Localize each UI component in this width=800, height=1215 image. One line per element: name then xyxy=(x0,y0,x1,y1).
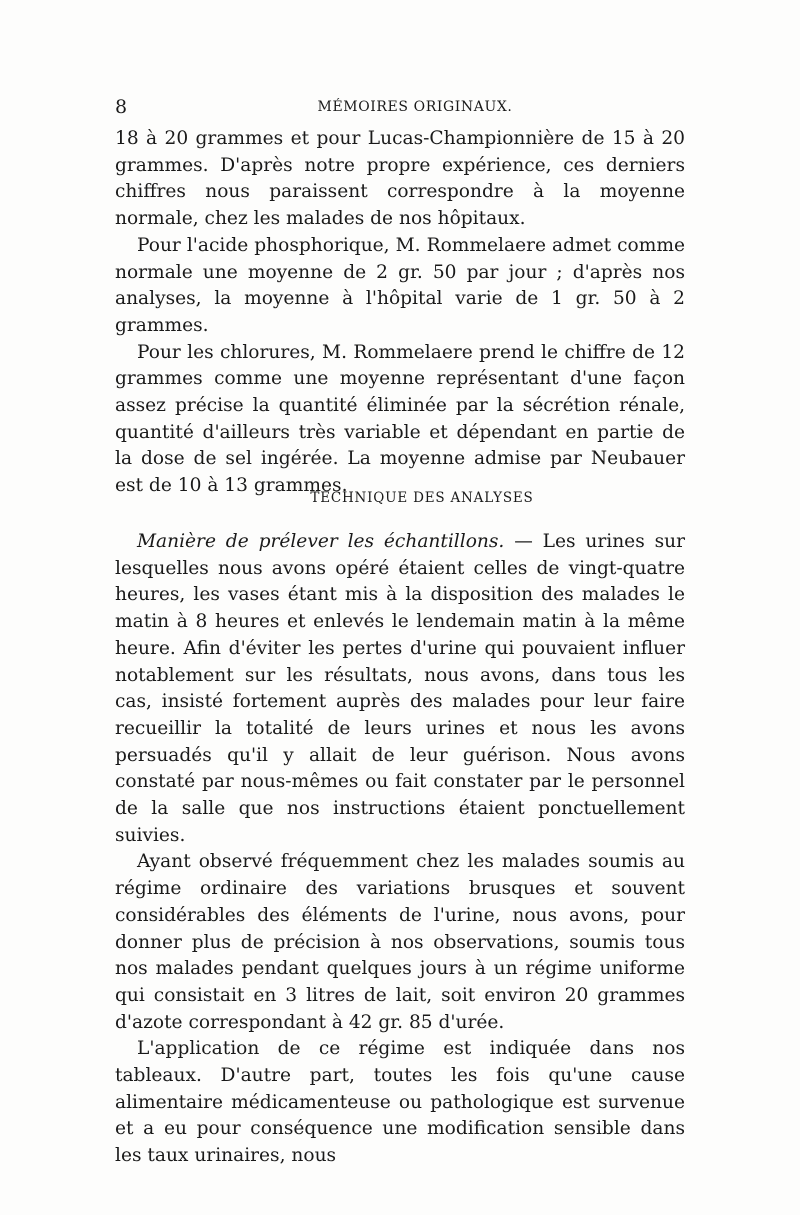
sampling-text: — Les urines sur lesquelles nous avons opéré étaient celles de vingt-quatre heures, les vases étant mis à la disposition des malades le matin à 8 heures et enlevés le lendemain matin à la même heure. Afin d'éviter les pertes d'urine qui pouvaient influer notablement sur les résultats, nous avons, dans tous les cas, insisté fortement auprès des malades pour leur faire recueillir la totalité de leurs urines et nous les avons persuadés qu'il y allait de leur guérison. Nous avons constaté par nous-mêmes ou fait constater par le personnel de la salle que nos instructions étaient ponctuellement suivies. xyxy=(115,531,685,846)
sampling-subheading: Manière de prélever les échantillons. xyxy=(137,531,505,552)
paragraph-phosphoric-acid: Pour l'acide phosphorique, M. Rommelaere admet comme normale une moyenne de 2 gr. 50 par jour ; d'après nos analyses, la moyenne à l'hôpital varie de 1 gr. 50 à 2 grammes. xyxy=(115,234,685,336)
paragraph-continuation: 18 à 20 grammes et pour Lucas-Championnière de 15 à 20 grammes. D'après notre propre expérience, ces derniers chiffres nous paraissent correspondre à la moyenne normale, chez les malades de nos hôpitaux. xyxy=(115,128,685,230)
page-number: 8 xyxy=(115,96,128,118)
paragraph-sampling xyxy=(115,529,685,849)
paragraph-milk-regime: Ayant observé fréquemment chez les malades soumis au régime ordinaire des variations brusques et souvent considérables des éléments de l'urine, nous avons, pour donner plus de précision à nos observations, soumis tous nos malades pendant quelques jours à un régime uniforme qui consistait en 3 litres de lait, soit environ 20 grammes d'azote correspondant à 42 gr. 85 d'urée. xyxy=(115,851,685,1033)
opening-text xyxy=(115,126,685,500)
paragraph-chlorides: Pour les chlorures, M. Rommelaere prend le chiffre de 12 grammes comme une moyenne représentant d'une façon assez précise la quantité éliminée par la sécrétion rénale, quantité d'ailleurs très variable et dépendant en partie de la dose de sel ingérée. La moyenne admise par Neubauer est de 10 à 13 grammes. xyxy=(115,341,685,497)
paragraph-tables: L'application de ce régime est indiquée dans nos tableaux. D'autre part, toutes les fois qu'une cause alimentaire médicamenteuse ou pathologique est survenue et a eu pour conséquence une modification sensible dans les taux urinaires, nous xyxy=(115,1038,685,1167)
technique-text xyxy=(115,529,685,1170)
section-heading: TECHNIQUE DES ANALYSES xyxy=(310,490,534,506)
running-head xyxy=(115,96,685,120)
running-head-title: MÉMOIRES ORIGINAUX. xyxy=(317,99,513,115)
